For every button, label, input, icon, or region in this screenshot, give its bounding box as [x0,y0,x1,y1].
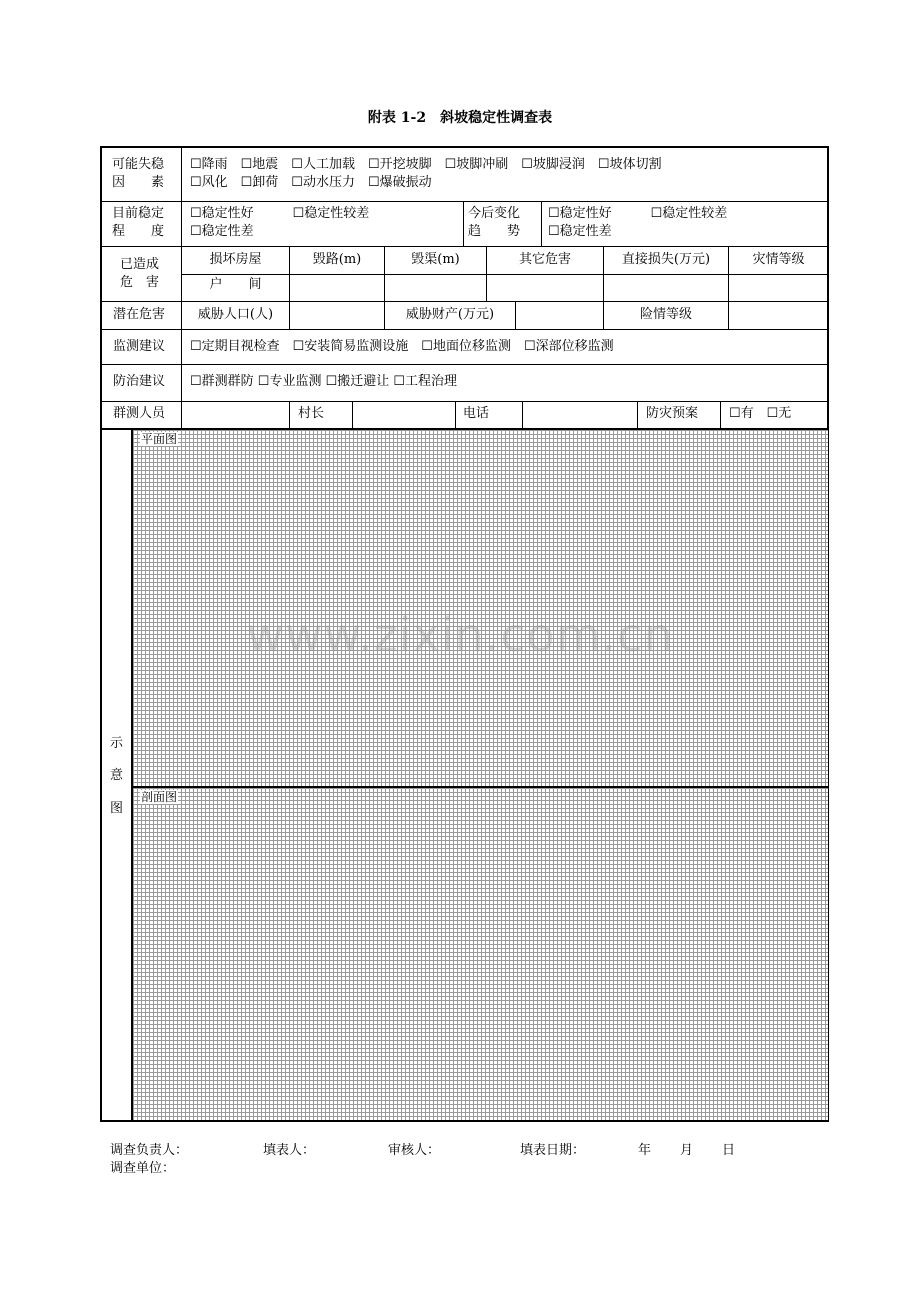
potential-label: 潜在危害 [113,307,166,322]
row-divider [101,201,828,202]
cell-divider [463,201,464,246]
row-divider [101,301,828,302]
cell-divider [728,301,729,329]
footer-filler: 填表人： [263,1143,316,1158]
damage-header-houses: 损坏房屋 [209,252,262,267]
danger-level-label: 险情等级 [639,307,692,322]
footer-responsible: 调查负责人： [110,1143,189,1158]
damage-header-canals: 毁渠(m) [411,252,460,267]
cell-divider [541,201,542,246]
plan-options[interactable]: ☐有 ☐无 [729,406,792,421]
sketch-label-char: 示 [110,736,124,751]
footer-month: 月 [680,1143,694,1158]
phone-label: 电话 [463,406,490,421]
stability-label: 目前稳定 [112,206,165,221]
footer-date: 填表日期： [520,1143,586,1158]
damage-header-other: 其它危害 [518,252,571,267]
cell-divider [515,301,516,329]
trend-label: 今后变化 [468,206,521,221]
cell-divider [352,401,353,428]
footer-unit: 调查单位： [110,1161,176,1176]
stability-options[interactable]: ☐稳定性差 [190,224,254,239]
row-divider [101,401,828,402]
footer-year: 年 [638,1143,652,1158]
plan-view-label: 平面图 [141,432,178,446]
damage-header-roads: 毁路(m) [312,252,362,267]
damage-label: 已造成 [120,257,160,272]
row-divider [101,246,828,247]
trend-options[interactable]: ☐稳定性差 [548,224,612,239]
footer-day: 日 [722,1143,736,1158]
section-view-grid[interactable] [133,788,828,1120]
page-title: 附表 1-2 斜坡稳定性调查表 [367,110,553,126]
factors-label: 可能失稳 [112,157,165,172]
threat-property-label: 威胁财产(万元) [405,307,495,322]
plan-label: 防灾预案 [646,406,699,421]
trend-label: 趋 势 [468,224,521,239]
row-divider [101,329,828,330]
monitor-label: 监测建议 [113,339,166,354]
factors-label: 因 素 [112,175,165,190]
control-options[interactable]: ☐群测群防 ☐专业监测 ☐搬迁避让 ☐工程治理 [190,374,458,389]
village-head-label: 村长 [298,406,325,421]
factors-options[interactable]: ☐降雨 ☐地震 ☐人工加载 ☐开挖坡脚 ☐坡脚冲刷 ☐坡脚浸润 ☐坡体切割 [190,157,662,172]
stability-label: 程 度 [112,224,165,239]
cell-divider [289,301,290,329]
stability-options[interactable]: ☐稳定性好 ☐稳定性较差 [190,206,370,221]
damage-unit: 户 间 [209,277,262,292]
staff-label: 群测人员 [113,406,166,421]
cell-divider [522,401,523,428]
row-divider [101,364,828,365]
sketch-label-char: 图 [110,801,124,816]
damage-header-loss: 直接损失(万元) [621,252,711,267]
cell-divider [720,401,721,428]
trend-options[interactable]: ☐稳定性好 ☐稳定性较差 [548,206,728,221]
watermark: www.zixin.com.cn [246,608,674,662]
section-view-label: 剖面图 [141,790,178,804]
threat-people-label: 威胁人口(人) [197,307,274,322]
control-label: 防治建议 [113,374,166,389]
sketch-label-char: 意 [110,768,124,783]
cell-divider [637,401,638,428]
monitor-options[interactable]: ☐定期目视检查 ☐安装简易监测设施 ☐地面位移监测 ☐深部位移监测 [190,339,614,354]
damage-header-level: 灾情等级 [752,252,805,267]
cell-divider [289,401,290,428]
cell-divider [455,401,456,428]
row-divider [181,274,828,275]
footer-reviewer: 审核人： [388,1143,441,1158]
damage-label: 危 害 [120,275,160,290]
factors-options[interactable]: ☐风化 ☐卸荷 ☐动水压力 ☐爆破振动 [190,175,432,190]
